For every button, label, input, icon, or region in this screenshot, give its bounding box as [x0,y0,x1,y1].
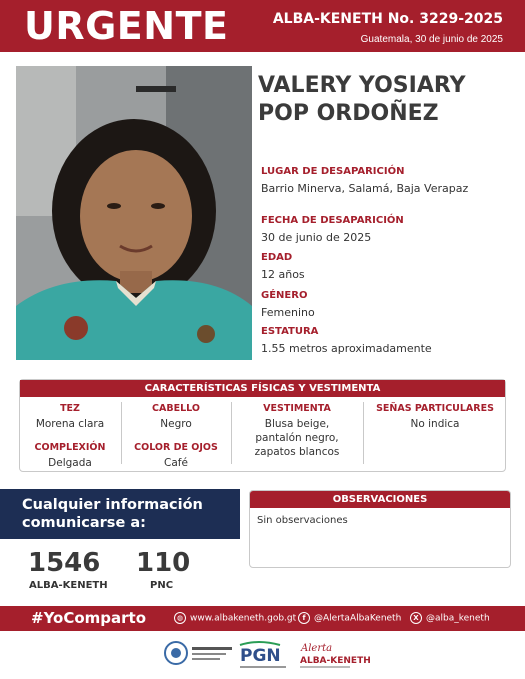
field-edad [261,252,511,281]
institution-logos [0,637,525,677]
cabello-column [122,403,230,470]
person-name [258,72,513,128]
field-estatura [261,326,511,355]
website-text: www.albakeneth.gob.gt [190,613,297,624]
ojos-value: Café [164,457,188,469]
logos-row [0,637,525,677]
senas-column [364,403,506,431]
albakeneth-logo: ALBA-KENETH [300,656,371,666]
cabello-label: CABELLO [152,403,200,414]
facebook-link[interactable] [298,612,401,624]
field-label: ESTATURA [261,326,319,337]
observations-title: OBSERVACIONES [250,491,510,508]
vestimenta-line: zapatos blancos [254,446,340,458]
complexion-value: Delgada [48,457,92,469]
characteristics-panel [19,379,506,472]
alerta-logo: Alerta [301,643,333,654]
vestimenta-label: VESTIMENTA [263,403,331,414]
contact-banner [0,489,240,539]
field-lugar [261,166,511,195]
field-value: Femenino [261,306,315,319]
urgent-title: URGENTE [24,4,229,48]
website-link[interactable] [174,612,296,624]
tez-label: TEZ [60,403,80,414]
phone-albakeneth[interactable]: 1546 [28,548,101,578]
ojos-label: COLOR DE OJOS [134,442,218,453]
field-value: Barrio Minerva, Salamá, Baja Verapaz [261,182,469,195]
portrait-image [16,66,252,360]
case-number: ALBA-KENETH No. 3229-2025 [272,11,503,27]
field-value: 12 años [261,268,305,281]
field-label: EDAD [261,252,293,263]
phone-pnc-label: PNC [150,580,174,591]
phone-pnc[interactable]: 110 [136,548,191,578]
person-name-line1: VALERY YOSIARY [258,73,466,98]
vestimenta-value [232,417,362,459]
field-fecha [261,215,511,244]
phone-albakeneth-label: ALBA-KENETH [29,580,108,591]
issue-date: Guatemala, 30 de junio de 2025 [360,34,503,45]
observations-text: Sin observaciones [257,515,348,526]
contact-line2: comunicarse a: [22,515,146,531]
field-value: 30 de junio de 2025 [261,231,372,244]
person-name-line2: POP ORDOÑEZ [258,101,439,126]
complexion-label: COMPLEXIÓN [34,442,106,453]
x-icon: X [410,612,422,624]
vestimenta-column [232,403,362,459]
tez-column [20,403,120,470]
field-genero [261,290,511,319]
senas-value: No indica [410,418,460,430]
senas-label: SEÑAS PARTICULARES [376,403,494,414]
field-label: FECHA DE DESAPARICIÓN [261,215,404,226]
hashtag[interactable]: #YoComparto [31,609,147,627]
x-text: @alba_keneth [426,613,490,624]
field-label: LUGAR DE DESAPARICIÓN [261,166,405,177]
field-value: 1.55 metros aproximadamente [261,342,432,355]
facebook-text: @AlertaAlbaKeneth [314,613,402,624]
characteristics-title: CARACTERÍSTICAS FÍSICAS Y VESTIMENTA [20,380,505,397]
vestimenta-line: pantalón negro, [255,432,339,444]
tez-value: Morena clara [35,418,105,430]
header-banner [0,0,525,52]
missing-person-photo [16,66,252,360]
footer-bar [0,606,525,631]
facebook-icon: f [298,612,310,624]
field-label: GÉNERO [261,290,308,301]
globe-icon: ◍ [174,612,186,624]
contact-line1: Cualquier información [22,497,203,513]
vestimenta-line: Blusa beige, [264,418,330,430]
observations-panel [249,490,511,568]
x-link[interactable] [410,612,490,624]
cabello-value: Negro [160,418,192,430]
pgn-logo: PGN [240,646,281,666]
